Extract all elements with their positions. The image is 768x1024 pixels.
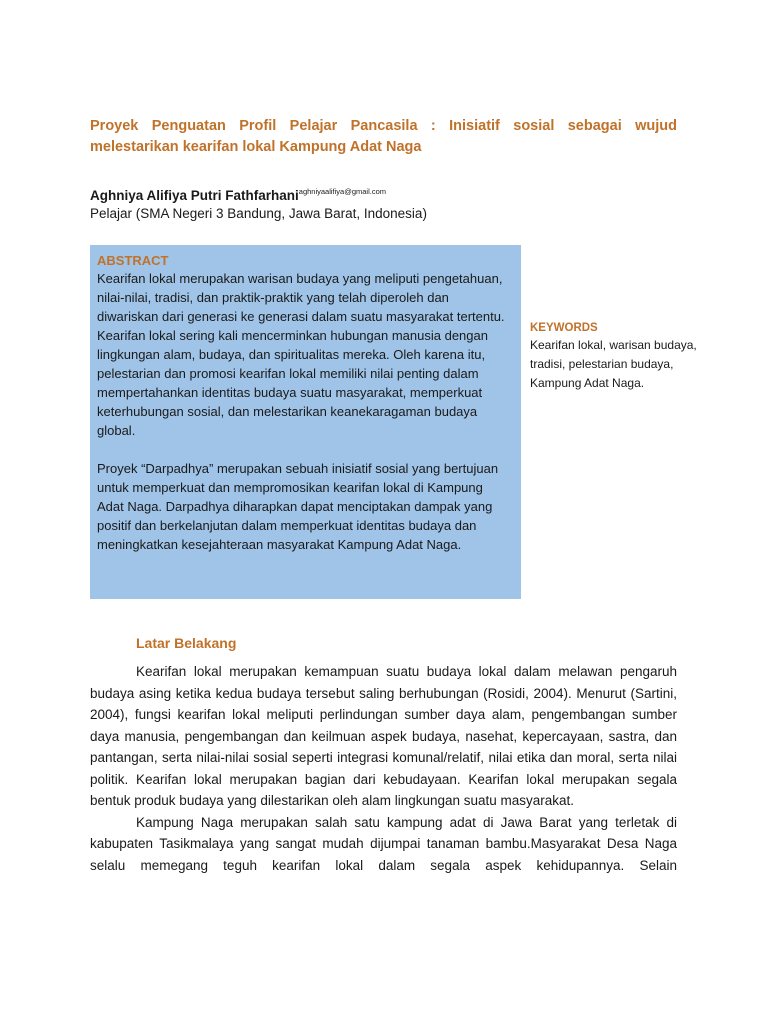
keywords-text: Kearifan lokal, warisan budaya, tradisi, pelestarian budaya, Kampung Adat Naga. bbox=[530, 338, 697, 390]
author-email: aghniyaalifiya@gmail.com bbox=[298, 187, 387, 196]
keywords-block bbox=[530, 320, 710, 393]
paper-title: Proyek Penguatan Profil Pelajar Pancasila : Inisiatif sosial sebagai wujud melestarikan kearifan lokal Kampung Adat Naga bbox=[90, 118, 677, 155]
author-name: Aghniya Alifiya Putri Fathfarhani bbox=[90, 188, 299, 203]
abstract-heading: ABSTRACT bbox=[97, 253, 169, 268]
section-body bbox=[90, 661, 677, 876]
abstract-paragraph-2: Proyek “Darpadhya” merupakan sebuah inisiatif sosial yang bertujuan untuk memperkuat dan mempromosikan kearifan lokal di Kampung Adat Naga. Darpadhya diharapkan dapat menciptakan dampak yang positif dan berkelanjutan dalam memperkuat identitas budaya dan meningkatkan kesejahteraan masyarakat Kampung Adat Naga. bbox=[97, 461, 499, 552]
section-heading: Latar Belakang bbox=[136, 635, 237, 651]
keywords-heading: KEYWORDS bbox=[530, 322, 598, 334]
abstract-paragraph-1: Kearifan lokal merupakan warisan budaya yang meliputi pengetahuan, nilai-nilai, tradisi, dan praktik-praktik yang telah diperoleh dan diwariskan dari generasi ke generasi dalam suatu masyarakat tertentu. Kearifan lokal sering kali mencerminkan hubungan manusia dengan lingkungan alam, budaya, dan spiritualitas mereka. Oleh karena itu, pelestarian dan promosi kearifan lokal memiliki nilai penting dalam mempertahankan identitas budaya suatu masyarakat, memperkuat keterhubungan sosial, dan melestarikan keanekaragaman budaya global. bbox=[97, 271, 505, 438]
body-paragraph-1: Kearifan lokal merupakan kemampuan suatu budaya lokal dalam melawan pengaruh budaya asing ketika kedua budaya tersebut saling berhubungan (Rosidi, 2004). Menurut (Sartini, 2004), fungsi kearifan lokal meliputi perlindungan sumber daya alam, pengembangan sumber daya manusia, pengembangan dan keilmuan aspek budaya, nasehat, kepercayaan, sastra, dan pantangan, serta nilai-nilai sosial seperti integrasi komunal/relatif, nilai etika dan moral, serta nilai politik. Kearifan lokal merupakan bagian dari kebudayaan. Kearifan lokal merupakan segala bentuk produk budaya yang dilestarikan oleh alam lingkungan suatu masyarakat. bbox=[90, 664, 677, 808]
author-line bbox=[90, 187, 690, 203]
author-affiliation: Pelajar (SMA Negeri 3 Bandung, Jawa Barat, Indonesia) bbox=[90, 206, 427, 221]
body-paragraph-2: Kampung Naga merupakan salah satu kampung adat di Jawa Barat yang terletak di kabupaten Tasikmalaya yang sangat mudah dijumpai tanaman bambu.Masyarakat Desa Naga selalu memegang teguh kearifan lokal dalam segala aspek kehidupannya. Selain bbox=[90, 814, 677, 873]
abstract-box bbox=[90, 245, 521, 599]
